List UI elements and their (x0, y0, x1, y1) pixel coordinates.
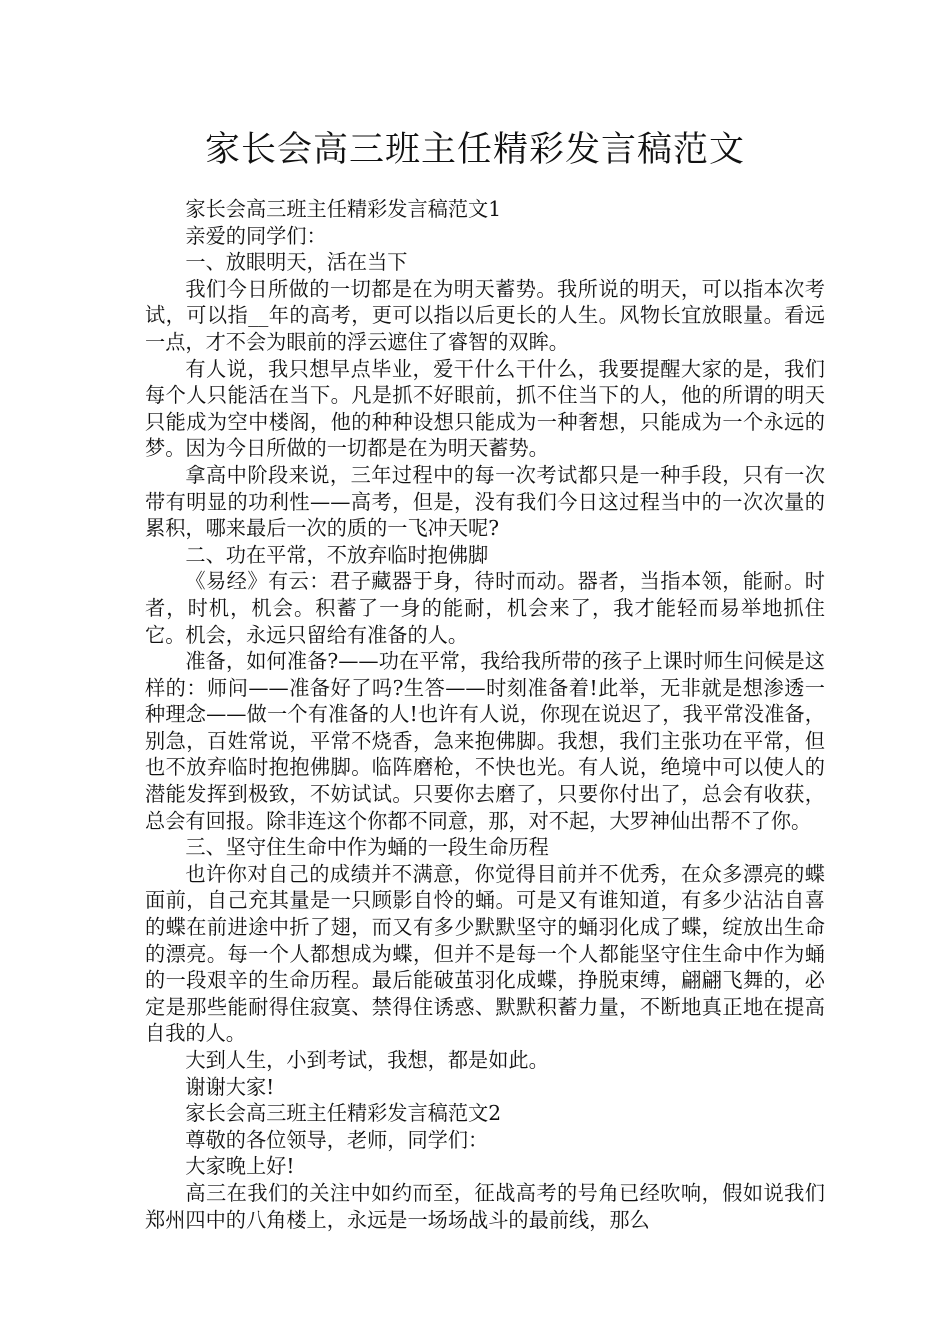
paragraph-salutation: 亲爱的同学们： (185, 223, 327, 248)
paragraph: 准备，如何准备?——功在平常，我给我所带的孩子上课时师生问候是这样的：师问——准备好了吗?生答——时刻准备着!此举，无非就是想渗透一种理念——做一个有准备的人!也许有人说，你现在说迟了，我平常没准备，别急，百姓常说，平常不烧香，急来抱佛脚。我想，我们主张功在平常，但也不放弃临时抱抱佛脚。临阵磨枪，不快也光。有人说，绝境中可以使人的潜能发挥到极致，不妨试试。只要你去磨了，只要你付出了，总会有收获，总会有回报。除非连这个你都不同意，那，对不起，大罗神仙出帮不了你。 (145, 649, 825, 833)
paragraph: 有人说，我只想早点毕业，爱干什么干什么，我要提醒大家的是，我们每个人只能活在当下。凡是抓不好眼前，抓不住当下的人，他的所谓的明天只能成为空中楼阁，他的种种设想只能成为一种奢想，只能成为一个永远的梦。因为今日所做的一切都是在为明天蓄势。 (145, 356, 825, 461)
paragraph-greeting: 大家晚上好! (185, 1154, 295, 1179)
paragraph-section-2-heading: 二、功在平常，不放弃临时抱佛脚 (185, 542, 489, 567)
document-body (145, 196, 825, 1233)
paragraph: 也许你对自己的成绩并不满意，你觉得目前并不优秀，在众多漂亮的蝶面前，自己充其量是一只顾影自怜的蛹。可是又有谁知道，有多少沾沾自喜的蝶在前进途中折了翅，而又有多少默默坚守的蛹羽化成了蝶，绽放出生命的漂亮。每一个人都想成为蝶，但并不是每一个人都能坚守住生命中作为蛹的一段艰辛的生命历程。最后能破茧羽化成蝶，挣脱束缚，翩翩飞舞的，必定是那些能耐得住寂寞、禁得住诱惑、默默积蓄力量，不断地真正地在提高自我的人。 (145, 861, 825, 1046)
paragraph-heading-2: 家长会高三班主任精彩发言稿范文2 (185, 1101, 502, 1126)
paragraph-closing: 谢谢大家! (185, 1074, 275, 1099)
paragraph-section-1-heading: 一、放眼明天，活在当下 (185, 250, 408, 275)
paragraph: 高三在我们的关注中如约而至，征战高考的号角已经吹响，假如说我们郑州四中的八角楼上，永远是一场场战斗的最前线，那么 (145, 1180, 825, 1232)
paragraph: 大到人生，小到考试，我想，都是如此。 (185, 1048, 549, 1072)
paragraph: 我们今日所做的一切都是在为明天蓄势。我所说的明天，可以指本次考试，可以指__年的高考，更可以指以后更长的人生。风物长宜放眼量。看远一点，才不会为眼前的浮云遮住了睿智的双眸。 (145, 276, 825, 354)
paragraph-salutation: 尊敬的各位领导，老师，同学们： (185, 1127, 489, 1152)
paragraph: 拿高中阶段来说，三年过程中的每一次考试都只是一种手段，只有一次带有明显的功利性——高考，但是，没有我们今日这过程当中的一次次量的累积，哪来最后一次的质的一飞冲天呢? (145, 462, 825, 541)
document-title: 家长会高三班主任精彩发言稿范文 (204, 130, 745, 170)
paragraph: 《易经》有云：君子藏器于身，待时而动。器者，当指本领，能耐。时者，时机，机会。积蓄了一身的能耐，机会来了，我才能轻而易举地抓住它。机会，永远只留给有准备的人。 (145, 569, 825, 647)
paragraph-section-3-heading: 三、坚守住生命中作为蛹的一段生命历程 (185, 835, 549, 860)
paragraph-heading-1: 家长会高三班主任精彩发言稿范文1 (185, 197, 502, 221)
